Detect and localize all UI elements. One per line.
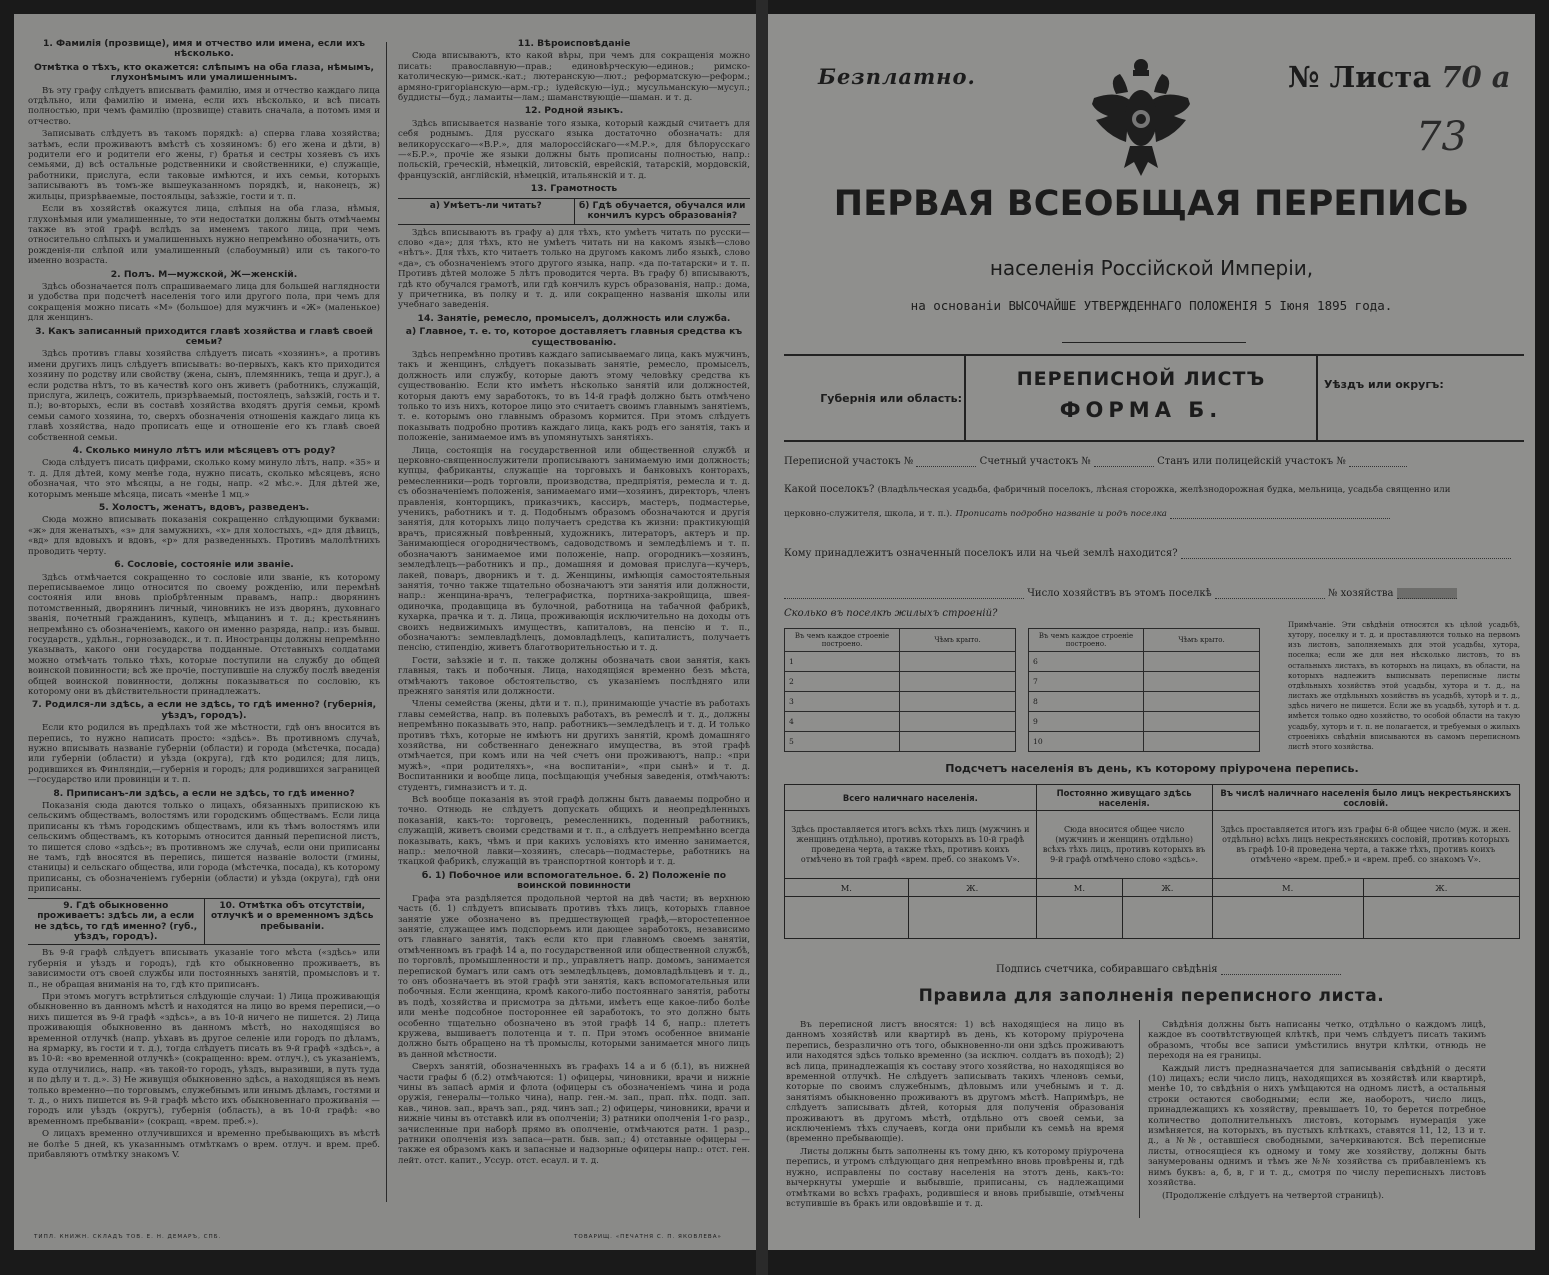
- form-title: ПЕРЕПИСНОЙ ЛИСТЪ: [1016, 368, 1266, 390]
- rules-column-left: [786, 1020, 1124, 1211]
- section-heading: 12. Родной языкъ.: [524, 105, 624, 117]
- paragraph: Здѣсь обозначается полъ спрашиваемаго лица для большей наглядности и удобства при подсчетѣ населенія того или другого пола, при чемъ для сокращенія можно писать «М» (большое) для мужчинъ и «Ж» (маленькое) для женщинъ.: [28, 281, 380, 324]
- paragraph: Гости, заѣзжіе и т. п. также должны обозначать свои занятія, какъ главныя, такъ и побочныя. Лица, находящіяся временно безъ мѣста, отмѣчаютъ таковое обстоятельство, съ указаніемъ послѣдняго или прежняго занятія или должности.: [398, 655, 750, 697]
- sheet-number-label: № Листа: [1288, 60, 1432, 94]
- count-district-field[interactable]: [1094, 456, 1154, 467]
- building-cell[interactable]: [1144, 652, 1260, 672]
- signature-label: Подпись счетчика, собиравшаго свѣдѣнія: [996, 964, 1218, 975]
- paragraph: Сверхъ занятій, обозначенныхъ въ графахъ 14 а и б (б.1), въ нижней части графы б (б.2) отмѣчаются: 1) офицеры, чиновники, врачи и нижніе чины въ запасѣ армія и флота (офицеры съ обозначеніемъ чина и рода оружія, генералы—только чина), напр. ген.-м. зап., прап. пѣх. подп. зап. кав., чинов. зап., врачъ зап., ряд. чинъ зап.; 2) офицеры, чиновники, врачи и нижніе чины въ отставкѣ или въ ополченіи; 3) ратники ополченія 1-го разр., зачисленные при наборѣ прямо въ ополченіе, отмѣчаются ратн. 1 разр., ратники ополченія изъ запаса—ратн. быв. зап.; 4) отставные офицеры — также ея образомъ какъ и запасные и надзорные офицеры напр.: отст. ген. лейт. отст. капит., Уссур. отст. есаул. и т. д.: [398, 1062, 750, 1166]
- paragraph: При этомъ могутъ встрѣтиться слѣдующіе случаи: 1) Лица проживающія обыкновенно въ данномъ мѣстѣ и находятся на лицо во время переписи,—о нихъ пишется въ 9-й графѣ «здѣсь», а въ 10-й ничего не пишется. 2) Лица проживающія обыкновенно въ данномъ мѣстѣ, но находящіяся во временной отлучкѣ (напр. уѣхавъ въ другое селеніе или городъ по дѣламъ, на ярмарку, въ гости и т. д.), тогда слѣдуетъ писать въ 9-й графѣ «здѣсь», а въ 10-й: «во временной отлучкѣ» (сокращенно: врем. отлуч.), съ указаніемъ, куда отлучились, напр. «въ такой-то городъ, уѣздъ, выразивши, в путь туда и по дѣлу и т. д.». 3) Не живущія обыкновенно здѣсь, а находящіяся въ немъ только временно—по торговымъ, служебнымъ или инымъ дѣламъ, гостями и т. д., о нихъ пишется въ 9-й графѣ мѣсто ихъ обыкновеннаго проживанія — городъ или уѣздъ (округъ), губернія (область), а въ 10-й графѣ: «во временномъ пребываніи» (сокращ. «врем. преб.»).: [28, 991, 380, 1127]
- paragraph: Лица, состоящія на государственной или общественной службѣ и церковно-священнослужители прописываютъ занимаемую ими должность; купцы, фабриканты, служащіе на торговыхъ и банковыхъ конторахъ, ремесленники—родъ торговли, производства, предпріятія, ремесла и т. д. съ обозначеніемъ положенія, занимаемаго ими—хозяинъ, директоръ, членъ правленія, конторщикъ, приказчикъ, кассиръ, мастеръ, подмастерье, ученикъ, работникъ и т. д. Подобнымъ образомъ обозначаются и другія занятія, для которыхъ лицо получаетъ средства къ жизни: практикующій врачъ, присяжный повѣренный, художникъ, литераторъ, актеръ и пр. Занимающіеся огородничествомъ, садоводствомъ и земледѣліемъ и т. п. обозначаютъ занимаемое ими положеніе, напр. огородникъ—хозяинъ, земледѣлецъ—работникъ и пр., домашняя и домовая прислуга—кучеръ, лакей, поваръ, дворникъ и т. д. Женщины, имѣющія самостоятельныя занятія, точно также тщательно обозначаютъ эти занятія или должности, напр.: женщина-врачъ, телеграфистка, портниха-закройщица, швея-одиночка, продавщица въ булочной, работница на табачной фабрикѣ, кухарка, прачка и т. д. Лица, проживающія исключительно на доходы отъ своихъ недвижимыхъ имуществъ, капиталовъ, на пенсію и т. п., обозначаютъ: землевладѣлецъ, домовладѣлецъ, капиталистъ, получаетъ пенсію, стипендію, живетъ благотворительностью и т. д.: [398, 445, 750, 654]
- instruction-box: [28, 898, 380, 946]
- female-label: Ж.: [1123, 879, 1212, 897]
- sheet-number-handwritten: 70 а: [1441, 60, 1511, 94]
- buildings-table-left: [784, 628, 1016, 752]
- buildings-header-material: Въ чемъ каждое строеніе построено.: [1029, 629, 1144, 652]
- building-row-number: 7: [1029, 672, 1144, 692]
- section-heading: 5. Холостъ, женатъ, вдовъ, разведенъ.: [98, 502, 310, 514]
- precinct-field[interactable]: [916, 456, 976, 467]
- paragraph: Здѣсь противъ главы хозяйства слѣдуетъ писать «хозяинъ», а противъ имени другихъ лицъ слѣдуетъ вписывать: во-первыхъ, какъ кто приходится хозяину по родству или свойству (жена, сынъ, племянникъ, теща и друг.), а если родства нѣтъ, то въ качествѣ кого онъ живетъ (работникъ, служащій, прислуга, жилецъ, сожитель, призрѣваемый, постоялецъ, заѣзжій, гость и т. п.); во-вторыхъ, если въ составѣ хозяйства входятъ другія семьи, кромѣ семьи самого хозяина, то, сверхъ обозначенія отношенія каждаго лица къ главѣ хозяйства, надо прописать еще и отношеніе его къ главѣ своей собственной семьи.: [28, 349, 380, 443]
- non-peasant-header: Въ числѣ наличнаго населенія было лицъ некрестьянскихъ сословій.: [1212, 785, 1519, 811]
- settlement-hint: (Владѣльческая усадьба, фабричный поселокъ, лѣсная сторожка, желѣзнодорожная будка, мельница, усадьба священно или: [877, 485, 1451, 495]
- signature-line: [996, 964, 1341, 975]
- rule-paragraph: (Продолженіе слѣдуетъ на четвертой страницѣ).: [1162, 1190, 1384, 1201]
- police-district-field[interactable]: [1349, 456, 1407, 467]
- buildings-line: [784, 608, 997, 619]
- building-cell[interactable]: [900, 732, 1016, 752]
- building-cell[interactable]: [1144, 692, 1260, 712]
- rules-divider: [1139, 1020, 1140, 1218]
- paragraph: Графа эта раздѣляется продольной чертой на двѣ части; въ верхнюю часть (б. 1) слѣдуетъ вписывать противъ тѣхъ лицъ, которыхъ главное занятіе уже обозначено въ предшествующей графѣ,—второстепенное занятіе, служащее имъ подспорьемъ или дающее заработокъ, независимо отъ главнаго занятія, такъ если кто при главномъ своемъ занятіи, отмѣченномъ въ графѣ 14 а, по государственной или общественной службѣ, по торговлѣ, промышленности и пр., управляетъ напр. домомъ, занимается перепиской бумагъ или самъ отъ земледѣльцевъ, домовладѣльцевъ и т. д., то онъ обозначаетъ въ этой графѣ эти занятія, какъ вспомогательныя или побочныя. Если женщина, кромѣ какого-либо постояннаго занятія, работы въ подѣ, хозяйства и присмотра за дѣтьми, имѣетъ еще какое-либо болѣе или менѣе подсобное постороннее ей заработокъ, то это должно быть особенно тщательно обозначено въ этой графѣ 14 б, напр.: плететъ кружева, вышиваетъ полотенца и т. п. При этомъ особенное вниманіе должно быть обращено на тѣ промыслы, которыми занимается много лицъ въ данной мѣстности.: [398, 893, 750, 1060]
- instruction-box: [398, 198, 750, 225]
- household-number-field[interactable]: [1397, 588, 1457, 599]
- paragraph: О лицахъ временно отлучившихся и временно пребывающихъ въ мѣстѣ не болѣе 5 дней, къ указаннымъ отмѣткамъ о врем. отлуч. и врем. преб. прибавляютъ отмѣтку знакомъ V.: [28, 1129, 380, 1161]
- left-page-instructions: [14, 14, 756, 1250]
- female-label: Ж.: [1363, 879, 1519, 897]
- building-row-number: 4: [785, 712, 900, 732]
- male-label: М.: [785, 879, 909, 897]
- section-heading: б. 1) Побочное или вспомогательное. б. 2) Положеніе по воинской повинности: [421, 869, 727, 892]
- building-cell[interactable]: [1144, 732, 1260, 752]
- form-name-cell: [964, 356, 1318, 440]
- settlement-line-2: [784, 508, 1390, 519]
- instructions-column-1: [28, 36, 380, 1162]
- precinct-line: [784, 456, 1407, 467]
- building-cell[interactable]: [1144, 712, 1260, 732]
- title-rule: [1062, 342, 1246, 343]
- column-divider: [386, 42, 387, 1202]
- non-peasant-male-field[interactable]: [1212, 897, 1363, 939]
- permanent-female-field[interactable]: [1123, 897, 1212, 939]
- buildings-header-roof: Чѣмъ крыто.: [900, 629, 1016, 652]
- building-cell[interactable]: [900, 672, 1016, 692]
- settlement-field[interactable]: [1170, 508, 1390, 519]
- population-count-table: [784, 784, 1520, 939]
- buildings-table-right: [1028, 628, 1260, 752]
- count-district-label: Счетный участокъ №: [979, 456, 1091, 467]
- rule-paragraph: Листы должны быть заполнены къ тому дню, къ которому пріурочена перепись, и утромъ слѣдующаго дня непремѣнно вновь провѣрены и, гдѣ нужно, исправлены по составу населенія на этотъ день, какъ-то: вычеркнуты умершіе и выбывшіе, приписаны, съ надлежащими отмѣтками во всѣхъ графахъ, родившіеся и вновь прибывшіе, отмѣчены вступившіе въ бракъ или овдовѣвшіе и т. д.: [786, 1146, 1124, 1209]
- total-population-header: Всего наличнаго населенія.: [785, 785, 1037, 811]
- buildings-label: Сколько въ поселкѣ жилыхъ строеній?: [784, 608, 998, 619]
- buildings-note: Примѣчаніе. Эти свѣдѣнія относятся къ цѣлой усадьбѣ, хутору, поселку и т. д. и проставляются только на первомъ изъ листовъ, заполняемыхъ для этой усадьбы, хутора, поселка; если же для нея нѣсколько листовъ, то въ остальныхъ листахъ, въ которыхъ на лицахъ, въ области, на которыхъ надлежитъ выписывать переписные листы отдѣльныхъ хозяйствъ этой усадьбы, хутора и т. д., на листахъ же отдѣльныхъ хозяйствъ въ усадьбѣ, хуторѣ и т. д., здѣсь ничего не пишется. Если же въ усадьбѣ, хуторѣ и т. д. имѣется только одно хозяйство, то особой области на такую усадьбу, хуторъ и т. п. не полагается, и требуемыя о жилыхъ строеніяхъ свѣдѣнія вписываются въ самомъ переписномъ листѣ этого хозяйства.: [1288, 620, 1520, 751]
- signature-field[interactable]: [1221, 964, 1341, 975]
- population-count-title: Подсчетъ населенія въ день, къ которому пріурочена перепись.: [945, 762, 1359, 775]
- instruction-box-heading: 10. Отмѣтка объ отсутствіи, отлучкѣ и о временномъ здѣсь пребываніи.: [204, 899, 381, 945]
- instruction-box-heading: б) Гдѣ обучается, обучался или кончилъ курсъ образованія?: [574, 199, 751, 224]
- census-form-page: [768, 14, 1535, 1250]
- building-row-number: 9: [1029, 712, 1144, 732]
- buildings-header-material: Въ чемъ каждое строеніе построено.: [785, 629, 900, 652]
- free-label: Безплатно.: [818, 64, 976, 89]
- paragraph: Если кто родился въ предѣлахъ той же мѣстности, гдѣ онъ вносится въ перепись, то нужно написать просто: «здѣсь». Въ противномъ случаѣ, нужно вписывать названіе губерніи (области) и города (мѣстечка, посада) или губерніи (области) и уѣзда (округа), гдѣ кто родился; для лицъ, родившихся въ Финляндіи,—губернія и городъ; для родившихся заграницей—государство или провинціи и т. п.: [28, 723, 380, 786]
- building-row-number: 6: [1029, 652, 1144, 672]
- settlement-line: [784, 484, 1450, 495]
- buildings-header-roof: Чѣмъ крыто.: [1144, 629, 1260, 652]
- building-row-number: 3: [785, 692, 900, 712]
- printer-imprint-left: ТИПЛ. КНИЖН. СКЛАДЪ ТОВ. Е. Н. ДЕМАРЪ, СПБ.: [34, 1234, 222, 1240]
- section-heading: 7. Родился-ли здѣсь, а если не здѣсь, то гдѣ именно? (губернія, уѣздъ, городъ).: [31, 699, 377, 721]
- settlement-label: Какой поселокъ?: [784, 484, 875, 495]
- police-district-label: Станъ или полицейскій участокъ №: [1157, 456, 1346, 467]
- female-label: Ж.: [908, 879, 1036, 897]
- gubernia-label: Губернія или область:: [820, 391, 962, 405]
- non-peasant-desc: Здѣсь проставляется итогъ изъ графы 6-й общее число (муж. и жен. отдѣльно) всѣхъ лицъ некрестьянскихъ сословій, противъ которыхъ въ графѣ 10-й проведена черта, а также тѣхъ, противъ коихъ отмѣчено «врем. преб.» и «врем. преб. со знакомъ V».: [1212, 811, 1519, 879]
- section-heading: 6. Сословіе, состояніе или званіе.: [114, 559, 294, 571]
- building-row-number: 1: [785, 652, 900, 672]
- total-female-field[interactable]: [908, 897, 1036, 939]
- book-gutter: [756, 0, 768, 1275]
- building-cell[interactable]: [900, 652, 1016, 672]
- paragraph: Въ 9-й графѣ слѣдуетъ вписывать указаніе того мѣста («здѣсь» или губернія и уѣздъ и городъ), гдѣ кто обыкновенно проживаетъ, въ зависимости отъ своей службы или постоянныхъ занятій, промысловъ и т. п., не обращая вниманія на то, гдѣ кто приписанъ.: [28, 948, 380, 990]
- building-cell[interactable]: [900, 692, 1016, 712]
- instructions-column-2: [398, 36, 750, 1168]
- paragraph: Записывать слѣдуетъ въ такомъ порядкѣ: а) сперва глава хозяйства; затѣмъ, если проживаютъ вмѣстѣ съ хозяиномъ: б) его жена и дѣти, в) родители его и родители его жены, г) братья и сестры хозяевъ съ ихъ семьями, д) всѣ остальные родственники и свойственники, е) служащіе, работники, прислуга, если таковые имѣются, и ихъ семьи, которыхъ записываютъ въ томъ-же вышеуказанномъ порядкѣ, и, наконецъ, ж) жильцы, призрѣваемые, постояльцы, заѣзжіе, гости и т. п.: [28, 129, 380, 202]
- instruction-box-heading: 9. Гдѣ обыкновенно проживаетъ: здѣсь ли, а если не здѣсь, то гдѣ именно? (губ., уѣздъ, городъ).: [34, 900, 198, 942]
- non-peasant-female-field[interactable]: [1363, 897, 1519, 939]
- section-heading: 2. Полъ. М—мужской, Ж—женскій.: [110, 268, 298, 280]
- section-heading: 14. Занятіе, ремесло, промыселъ, должность или служба.: [417, 312, 731, 324]
- settlement-hint-2: церковно-служителя, школа, и т. п.).: [784, 509, 953, 519]
- permanent-population-header: Постоянно живущаго здѣсь населенія.: [1036, 785, 1212, 811]
- paragraph: Сюда слѣдуетъ писать цифрами, сколько кому минуло лѣтъ, напр. «35» и т. д. Для дѣтей, кому менѣе года, нужно писать, сколько мѣсяцевъ, ясно обозначая, что это мѣсяцы, а не годы, напр. «2 мѣс.». Для дѣтей же, которымъ меньше мѣсяца, писать «менѣе 1 мц.»: [28, 458, 380, 500]
- rule-paragraph: Въ переписной листъ вносятся: 1) всѣ находящіеся на лицо въ данномъ хозяйствѣ или квартирѣ въ день, къ которому пріурочена перепись, безразлично отъ того, обыкновенно-ли они здѣсь проживаютъ или находятся здѣсь только временно (за исключ. солдатъ въ походѣ); 2) всѣ лица, принадлежащія къ составу этого хозяйства, но находящіяся во временной отлучкѣ. Не слѣдуетъ записывать такихъ членовъ семьи, которые по своимъ служебнымъ, дѣловымъ или учебнымъ и т. д. занятіямъ обыкновенно проживаютъ въ другомъ мѣстѣ. Напримѣръ, не слѣдуетъ записывать дѣтей, которыя для полученія образованія проживаютъ въ другомъ мѣстѣ, отдѣльно отъ своей семьи, за исключеніемъ тѣхъ случаевъ, когда они прибыли къ семьѣ на время (временно пребывающіе).: [786, 1020, 1124, 1145]
- permanent-population-desc: Сюда вносится общее число (мужчинъ и женщинъ отдѣльно) всѣхъ тѣхъ лицъ, противъ которыхъ въ 9-й графѣ отмѣчено слово «здѣсь».: [1036, 811, 1212, 879]
- total-male-field[interactable]: [785, 897, 909, 939]
- section-heading: 4. Сколько минуло лѣтъ или мѣсяцевъ отъ роду?: [72, 445, 336, 457]
- building-row-number: 8: [1029, 692, 1144, 712]
- paragraph: Если въ хозяйствѣ окажутся лица, слѣпыя на оба глаза, нѣмыя, глухонѣмыя или умалишенные, то эти недостатки должны быть отмѣчаемы также въ этой графѣ вслѣдъ за именемъ такого лица, при чемъ относительно слѣпыхъ и умалишенныхъ нужно непремѣнно обозначить, отъ рожденія-ли слѣпой или умалишенный (слабоумный) или съ такого-то именно возраста.: [28, 204, 380, 267]
- section-heading: 8. Приписанъ-ли здѣсь, а если не здѣсь, то гдѣ именно?: [53, 787, 355, 799]
- printer-imprint-right: ТОВАРИЩ. «ПЕЧАТНЯ С. П. ЯКОВЛЕВА»: [574, 1234, 722, 1240]
- paragraph: Здѣсь отмѣчается сокращенно то сословіе или званіе, къ которому переписываемое лицо относится по своему рожденію, или перемѣнѣ состоянія или вновь пріобрѣтенным правамъ, напр.: дворянинъ потомственный, дворянинъ личный, чиновникъ не изъ дворянъ, духовнаго званія, почетный гражданинъ, купецъ, мѣщанинъ и т. д.; крестьянинъ непремѣнно съ обозначеніемъ, какого он именно разряда, напр.: изъ бывш. государств., удѣльн., горнозаводск., и т. п. Иностранцы должны непремѣнно указывать, какого они государства подданные. Отставныхъ солдатами можно отмѣчать только тѣхъ, которые поступили на службу до общей воинской повинности; всѣ же прочіе, поступившіе на службу послѣ введенія общей воинской повинности, должны показываться по сословію, къ которому они въ дѣйствительности принадлежатъ.: [28, 572, 380, 697]
- census-subtitle: населенія Россійской Имперіи,: [989, 256, 1314, 280]
- paragraph: Показанія сюда даются только о лицахъ, обязанныхъ припискою къ сельскимъ обществамъ, волостямъ или городскимъ обществамъ. Если лица приписаны къ тѣмъ городскимъ обществамъ, или къ тѣмъ волостямъ или сельскимъ обществамъ, къ которымъ относится данный переписной листъ, то пишется слово «здѣсь»; въ противномъ же случаѣ, если они приписаны не тамъ, гдѣ вносятся въ перепись, пишется названіе волости (гмины, станицы) и сельскаго общества, или города (мѣстечка, посада), къ которому приписаны, съ обозначеніемъ губерніи (области) и уѣзда (округа), гдѣ они приписаны.: [28, 801, 380, 895]
- rule-paragraph: Каждый листъ предназначается для записыванія свѣдѣній о десяти (10) лицахъ; если число лицъ, находящихся въ хозяйствѣ или квартирѣ, менѣе 10, то свѣдѣнія о нихъ умѣщаются на одномъ листѣ, а остальныя строки остаются свободными; если же, наоборотъ, число лицъ, принадлежащихъ къ хозяйству, превышаетъ 10, то берется потребное количество дополнительныхъ листовъ, которымъ нумерація уже измѣняется, на которыхъ, въ пустыхъ клѣткахъ, ставятся 11, 12, 13 и т. д., а №№, оставшіеся свободными, зачеркиваются. Всѣ переписные листы, относящіеся къ одному и тому же хозяйству, должны быть занумерованы однимъ и тѣмъ же №№ хозяйства съ прибавленіемъ къ нимъ буквъ: а, б, в, г и т. д., смотря по числу переписныхъ листовъ хозяйства.: [1148, 1063, 1486, 1189]
- owner-line: [784, 548, 1511, 559]
- building-row-number: 5: [785, 732, 900, 752]
- household-count-field[interactable]: [1215, 588, 1325, 599]
- paragraph: Сюда вписываютъ, кто какой вѣры, при чемъ для сокращенія можно писать: православную—прав.; единовѣрческую—единов.; римско-католическую—римск.-кат.; лютеранскую—лют.; реформатскую—реформ.; армяно-григоріанскую—арм.-гр.; іудейскую—іуд.; мусульманскую—мусул.; буддисты—буд.; ламаиты—лам.; шаманствующіе—шаман. и т. д.: [398, 51, 750, 104]
- instruction-box-heading: а) Умѣетъ-ли читать?: [429, 200, 542, 211]
- paragraph: Сюда можно вписывать показанія сокращенно слѣдующими буквами: «ж» для женатыхъ, «з» для замужнихъ, «х» для холостыхъ, «д» для дѣвицъ, «вд» для вдовыхъ и вдовъ, «р» для разведенныхъ. Противъ малолѣтнихъ проводить черту.: [28, 515, 380, 557]
- census-title: ПЕРВАЯ ВСЕОБЩАЯ ПЕРЕПИСЬ: [833, 184, 1470, 224]
- section-heading: 11. Вѣроисповѣданіе: [517, 38, 631, 49]
- handwritten-note: 73: [1416, 114, 1467, 160]
- owner-label: Кому принадлежитъ означенный поселокъ или на чьей землѣ находится?: [784, 548, 1178, 559]
- form-variant: ФОРМА Б.: [1059, 398, 1223, 422]
- precinct-label: Переписной участокъ №: [784, 456, 914, 467]
- paragraph: Всѣ вообще показанія въ этой графѣ должны быть даваемы подробно и точно. Отнюдь не слѣдуетъ допускать общихъ и неопредѣленныхъ показаній, какъ-то: торговецъ, ремесленникъ, поденный работникъ, служащій, живетъ своими средствами и т. п., а слѣдуетъ непремѣнно всегда показывать, какъ, чѣмъ и при какихъ условіяхъ кто именно занимается, напр.: мелочной лавки—хозяинъ, слесарь—подмастерье, работникъ на ткацкой фабрикѣ, служащій въ транспортной конторѣ и т. д.: [398, 795, 750, 868]
- rules-column-right: [1148, 1020, 1486, 1203]
- settlement-instruction: Прописать подробно названіе и родъ поселка: [955, 509, 1167, 519]
- building-cell[interactable]: [900, 712, 1016, 732]
- building-row-number: 2: [785, 672, 900, 692]
- sheet-number: [1288, 60, 1511, 94]
- section-heading: а) Главное, т. е. то, которое доставляетъ главныя средства къ существованію.: [405, 326, 743, 348]
- rules-title: Правила для заполненія переписного листа.: [918, 986, 1385, 1006]
- form-header-box: [784, 354, 1524, 442]
- section-heading: 3. Какъ записанный приходится главѣ хозяйства и главѣ своей семьи?: [35, 325, 373, 347]
- owner-field[interactable]: [1181, 548, 1511, 559]
- building-cell[interactable]: [1144, 672, 1260, 692]
- paragraph: Здѣсь вписываютъ въ графу а) для тѣхъ, кто умѣетъ читать по русски—слово «да»; для тѣхъ, кто не умѣетъ читать ни на какомъ языкѣ—слово «нѣтъ». Для тѣхъ, кто читаетъ только на другомъ какомъ либо языкѣ, слово «да», съ обозначеніемъ этого другого языка, напр. «да по-татарски» и т. п. Противъ дѣтей моложе 5 лѣтъ проводится черта. Въ графу б) вписываютъ, гдѣ кто обучался грамотѣ, или гдѣ кончилъ курсъ образованія, напр.: дома, у причетника, въ полку и т. д. или сокращенно названія школы или учебнаго заведенія.: [398, 227, 750, 311]
- household-line: [784, 588, 1457, 599]
- building-row-number: 10: [1029, 732, 1144, 752]
- total-population-desc: Здѣсь проставляется итогъ всѣхъ тѣхъ лицъ (мужчинъ и женщинъ отдѣльно), противъ которыхъ въ 10-й графѣ проведена черта, а также тѣхъ, противъ коихъ отмѣчено въ той графѣ «врем. преб. со знакомъ V».: [785, 811, 1037, 879]
- paragraph: Въ эту графу слѣдуетъ вписывать фамилію, имя и отчество каждаго лица отдѣльно, или фамилію и имена, если ихъ нѣсколько, и всѣ писать полностью, при чемъ фамилію (прозвище) ставить сначала, а потомъ имя и отчество.: [28, 85, 380, 127]
- census-basis: на основаніи ВЫСОЧАЙШЕ УТВЕРЖДЕННАГО ПОЛОЖЕНІЯ 5 Іюня 1895 года.: [910, 298, 1393, 313]
- rule-paragraph: Свѣдѣнія должны быть написаны четко, отдѣльно о каждомъ лицѣ, каждое въ соотвѣтствующей клѣткѣ, при чемъ слѣдуетъ писать такимъ образомъ, чтобы все записи умѣстились внутри клѣтки, отнюдь не переходя на ея границы.: [1148, 1020, 1486, 1062]
- household-count-label: Число хозяйствъ въ этомъ поселкѣ: [1027, 588, 1212, 599]
- male-label: М.: [1036, 879, 1122, 897]
- section-heading: Отмѣтка о тѣхъ, кто окажется: слѣпымъ на оба глаза, нѣмымъ, глухонѣмымъ или умалишеннымъ.: [33, 61, 375, 84]
- paragraph: Члены семейства (жены, дѣти и т. п.), принимающіе участіе въ работахъ главы семейства, напр. въ полевыхъ работахъ, въ ремеслѣ и т. д., должны непремѣнно показывать это, напр. работникъ—земледѣлецъ и т. д. И только противъ тѣхъ, которые не имѣютъ ни другихъ занятій, кромѣ домашняго хозяйства, ни собственнаго денежнаго имущества, въ этой графѣ отмѣчается, при комъ или на чей счетъ они проживаютъ, напр.: «при мужѣ», «при родителяхъ», «на воспитаніи», «при сынѣ» и т. д. Воспитанники и вообще лица, посѣщающія учебныя заведенія, отмѣчаютъ: студентъ, гимназистъ и т. д.: [398, 699, 750, 793]
- section-heading: 1. Фамилія (прозвище), имя и отчество или имена, если ихъ нѣсколько.: [42, 38, 366, 60]
- section-heading: 13. Грамотность: [530, 183, 618, 195]
- permanent-male-field[interactable]: [1036, 897, 1122, 939]
- paragraph: Здѣсь вписывается названіе того языка, который каждый считаетъ для себя роднымъ. Для русскаго языка достаточно обозначать: для великорусскаго—«В.Р.», для малороссійскаго—«М.Р.», для бѣлорусскаго—«Б.Р.», прочіе же языки должны быть прописаны полностью, напр.: польскій, греческій, нѣмецкій, литовскій, еврейскій, татарскій, мордовскій, французскій, англійскій, нѣмецкій, итальянскій и т. д.: [398, 118, 750, 181]
- uezd-label: Уѣздъ или округъ:: [1324, 378, 1444, 391]
- male-label: М.: [1212, 879, 1363, 897]
- double-headed-eagle-icon: [1086, 56, 1196, 184]
- household-number-label: № хозяйства: [1327, 588, 1394, 599]
- paragraph: Здѣсь непремѣнно противъ каждаго записываемаго лица, какъ мужчинъ, такъ и женщинъ, слѣдуетъ показывать занятіе, ремесло, промыселъ, должность или службу, которые даютъ этому человѣку средства къ существованію. Если кто имѣетъ нѣсколько занятій или должностей, которыя даютъ ему заработокъ, то въ 14-й графѣ должно быть отмѣчено только то изъ нихъ, которое лицо это считаетъ своимъ главнымъ занятіемъ, т. е. которымъ оно главнымъ образомъ кормится. При этомъ слѣдуетъ показывать подробно противъ каждаго лица, какъ родъ его занятія, такъ и положеніе, занимаемое имъ въ упомянутыхъ занятіяхъ.: [398, 349, 750, 444]
- household-blank: [784, 588, 1024, 599]
